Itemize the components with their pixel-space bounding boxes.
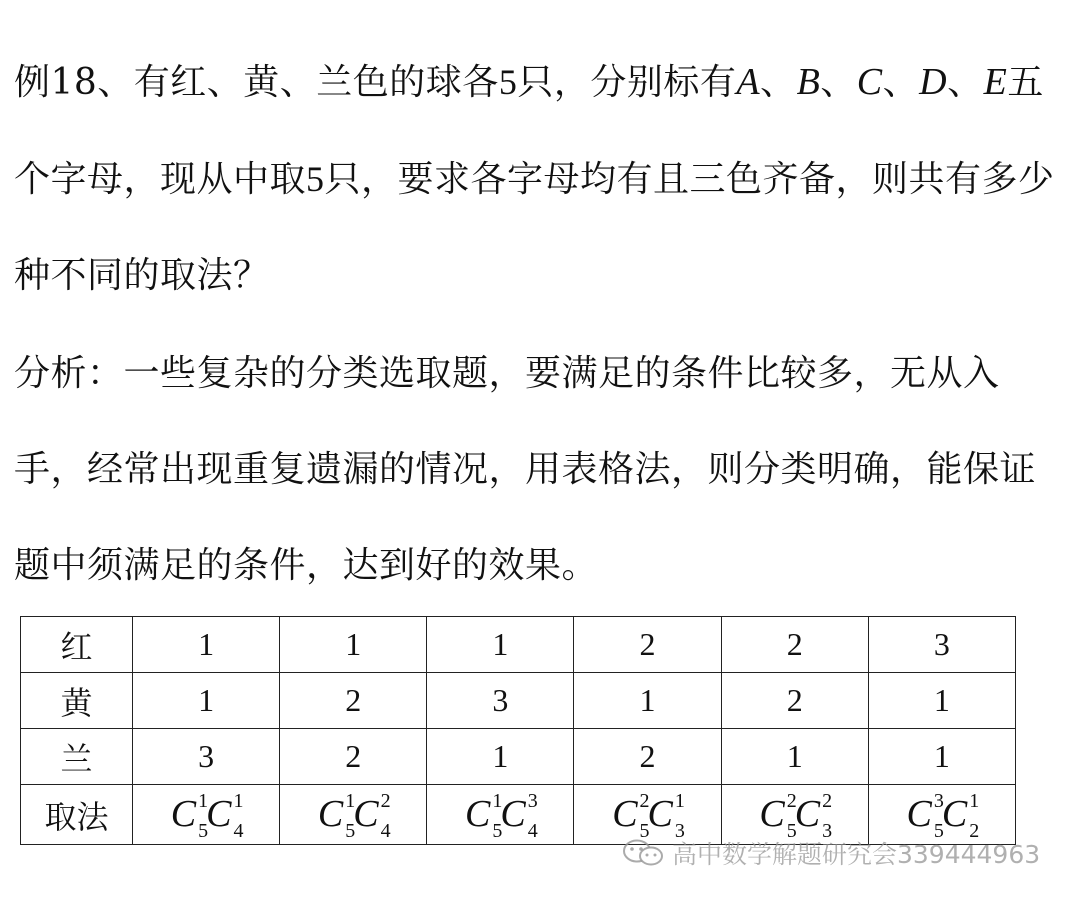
combination-base: C (465, 793, 491, 835)
table-cell: 2 (574, 729, 721, 785)
combination-sub: 5 (492, 820, 503, 842)
table-row (21, 673, 1016, 729)
combination-sup: 2 (822, 790, 833, 812)
row-label: 兰 (21, 729, 133, 785)
combination-sub: 4 (380, 820, 391, 842)
method-cell (427, 785, 574, 845)
combination-base: C (612, 793, 638, 835)
combination-formula (465, 790, 538, 842)
combination-sup: 2 (786, 790, 797, 812)
combination-sup: 2 (380, 790, 391, 812)
analysis-text: 分析：一些复杂的分类选取题，要满足的条件比较多，无从入手，经常出现重复遗漏的情况，用表格法，则分类明确，能保证题中须满足的条件，达到好的效果。 (14, 353, 1037, 586)
combination-sub: 5 (198, 820, 209, 842)
take-count: 5 (306, 159, 325, 199)
problem-statement (14, 34, 1066, 324)
table-cell: 2 (280, 729, 427, 785)
table-cell: 2 (721, 673, 868, 729)
combination-term (500, 790, 538, 842)
letter-d: D (919, 61, 948, 103)
combination-base: C (206, 793, 232, 835)
problem-prefix: 例18、有红、黄、兰色的球各 (14, 62, 499, 103)
letter-sep: 、 (882, 62, 920, 103)
table-body (21, 617, 1016, 845)
combination-sup: 1 (674, 790, 685, 812)
table-row (21, 617, 1016, 673)
combination-base: C (647, 793, 673, 835)
combination-term (612, 790, 650, 842)
combination-sub: 3 (822, 820, 833, 842)
distribution-table (20, 616, 1016, 845)
combination-term (353, 790, 391, 842)
table-cell: 2 (574, 617, 721, 673)
table-cell: 1 (574, 673, 721, 729)
problem-mid2: 五个字母，现从中取 (14, 62, 1044, 200)
table-cell: 1 (133, 617, 280, 673)
row-label: 黄 (21, 673, 133, 729)
combination-sub: 4 (233, 820, 244, 842)
combination-sup: 2 (639, 790, 650, 812)
combination-sub: 5 (639, 820, 650, 842)
combination-formula (612, 790, 685, 842)
table-cell: 1 (427, 617, 574, 673)
combination-base: C (941, 793, 968, 835)
combination-sub: 2 (969, 820, 980, 842)
combination-sup: 1 (198, 790, 209, 812)
combination-sub: 3 (674, 820, 685, 842)
letter-sep: 、 (760, 62, 797, 103)
combination-base: C (317, 793, 344, 835)
combination-sub: 5 (786, 820, 797, 842)
table-cell: 1 (133, 673, 280, 729)
combination-sup: 1 (969, 790, 980, 812)
row-label: 红 (21, 617, 133, 673)
table-cell: 2 (280, 673, 427, 729)
table-cell: 1 (721, 729, 868, 785)
combination-sup: 1 (345, 790, 356, 812)
combination-term (317, 790, 356, 842)
combination-term (941, 790, 980, 842)
table-cell: 1 (427, 729, 574, 785)
row-label: 取法 (21, 785, 133, 845)
table-cell: 3 (133, 729, 280, 785)
watermark-text: 高中数学解题研究会339444963 (672, 840, 1041, 869)
table-cell: 3 (868, 617, 1015, 673)
combination-formula (906, 790, 980, 842)
combination-sup: 1 (492, 790, 503, 812)
combination-sub: 5 (345, 820, 356, 842)
table-cell: 1 (868, 729, 1015, 785)
combination-formula (317, 790, 391, 842)
problem-mid1: 只，分别标有 (517, 62, 737, 103)
combination-base: C (500, 793, 526, 835)
letter-sep: 、 (820, 62, 857, 103)
combination-sub: 4 (527, 820, 538, 842)
wechat-icon (622, 838, 666, 868)
combination-base: C (906, 793, 932, 835)
combination-term (906, 790, 944, 842)
letter-a: A (736, 61, 761, 103)
combination-sub: 5 (933, 820, 944, 842)
combination-term (794, 790, 833, 842)
table-row (21, 729, 1016, 785)
combination-base: C (794, 793, 821, 835)
table-cell: 1 (868, 673, 1015, 729)
ball-count: 5 (498, 62, 518, 102)
combination-base: C (759, 793, 785, 835)
watermark (622, 836, 1040, 870)
combination-formula (170, 790, 244, 842)
combination-sup: 1 (233, 790, 244, 812)
combination-term (647, 790, 685, 842)
letter-b: B (796, 61, 821, 103)
combination-term (759, 790, 797, 842)
combination-base: C (353, 793, 379, 835)
combination-term (206, 790, 244, 842)
method-cell (133, 785, 280, 845)
combination-term (170, 790, 209, 842)
letter-sep: 、 (947, 62, 984, 103)
problem-suffix: 只，要求各字母均有且三色齐备，则共有多少种不同的取法？ (14, 159, 1055, 296)
method-cell (280, 785, 427, 845)
combination-base: C (170, 793, 197, 835)
combination-formula (759, 790, 833, 842)
table-cell: 1 (280, 617, 427, 673)
table-cell: 3 (427, 673, 574, 729)
table-cell: 2 (721, 617, 868, 673)
letter-e: E (983, 61, 1008, 103)
combination-term (465, 790, 503, 842)
combination-sup: 3 (933, 790, 944, 812)
letter-c: C (856, 61, 883, 103)
combination-sup: 3 (527, 790, 538, 812)
